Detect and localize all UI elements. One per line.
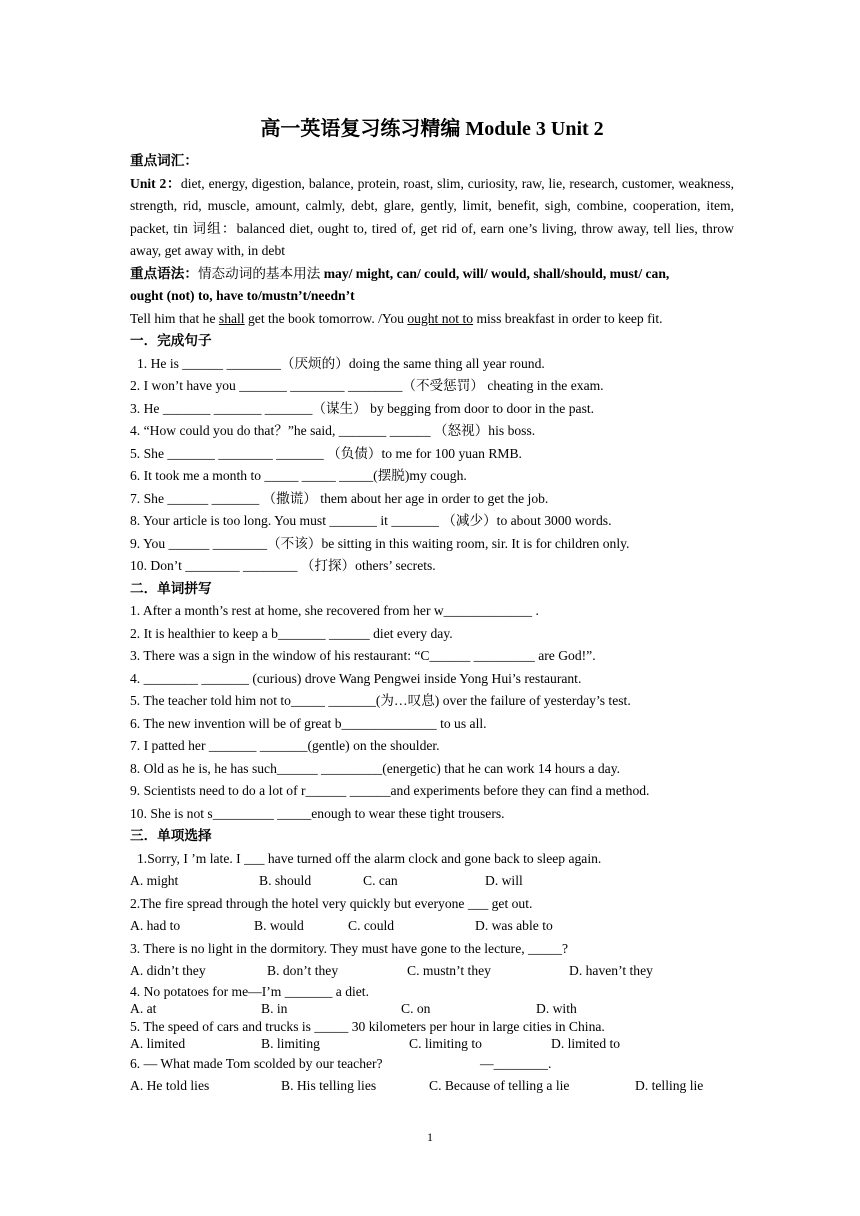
option: A. might	[130, 873, 179, 888]
list-item: 2. It is healthier to keep a b_______ ______ diet every day.	[130, 625, 453, 641]
list-item: 10. She is not s_________ _____enough to wear these tight trousers.	[130, 805, 505, 821]
example-text: Tell him that he	[130, 310, 219, 326]
grammar-example	[130, 308, 734, 331]
example-text: get the book tomorrow. /You	[244, 310, 408, 326]
vocab-text: diet, energy, digestion, balance, protein, roast, slim, curiosity, raw, lie, research, customer, weakness, strength, rid, muscle, amount, calmly, debt, glare, gently, limit, benefit, sigh, combine, cooperation, item, packet, tin 词组：balanced diet, ought to, tired of, get rid of, earn one’s living, throw away, tell lies, throw away, get away with, in debt	[130, 175, 734, 258]
grammar-line-1	[130, 263, 734, 286]
option: D. will	[485, 873, 523, 888]
vocab-heading: 重点词汇：	[130, 153, 198, 168]
options-row	[130, 1075, 734, 1098]
question-text: 5. The speed of cars and trucks is _____ 30 kilometers per hour in large cities in China.	[130, 1018, 605, 1034]
answer-blank: —________.	[480, 1055, 552, 1071]
option: B. in	[261, 1001, 288, 1016]
option: A. He told lies	[130, 1078, 210, 1093]
grammar-intro: 情态动词的基本用法	[197, 265, 324, 281]
options-row	[130, 870, 734, 893]
option: A. had to	[130, 918, 181, 933]
option: A. at	[130, 1001, 157, 1016]
list-item: 10. Don’t ________ ________ （打探）others’ secrets.	[130, 558, 436, 573]
question-text: 4. No potatoes for me—I’m _______ a diet.	[130, 983, 369, 999]
section2-heading: 二．单词拼写	[130, 580, 212, 596]
option: D. was able to	[475, 918, 553, 933]
list-item: 7. She ______ _______ （撒谎） them about her age in order to get the job.	[130, 490, 549, 506]
option: D. telling lie	[635, 1078, 704, 1093]
option: D. limited to	[551, 1036, 621, 1051]
grammar-modals-2: ought (not) to, have to/mustn’t/needn’t	[130, 288, 355, 303]
list-item: 2. I won’t have you _______ ________ ________（不受惩罚） cheating in the exam.	[130, 378, 604, 393]
option: B. His telling lies	[281, 1078, 377, 1093]
list-item: 5. The teacher told him not to_____ _______(为…叹息) over the failure of yesterday’s test.	[130, 693, 631, 708]
question	[130, 1053, 734, 1076]
option: B. would	[254, 918, 304, 933]
question	[130, 1018, 734, 1036]
grammar-modals-1: may/ might, can/ could, will/ would, shall/should, must/ can,	[323, 265, 670, 281]
page-number: 1	[427, 1130, 433, 1144]
page-title: 高一英语复习练习精编 Module 3 Unit 2	[260, 118, 604, 140]
option: A. limited	[130, 1036, 186, 1051]
option: C. on	[401, 1001, 431, 1016]
vocab-paragraph	[130, 173, 734, 263]
option: C. could	[348, 918, 395, 933]
list-item: 1. He is ______ ________（厌烦的）doing the same thing all year round.	[137, 355, 545, 371]
example-underlined: shall	[218, 310, 245, 326]
list-item: 4. ________ _______ (curious) drove Wang Pengwei inside Yong Hui’s restaurant.	[130, 670, 582, 686]
section1-heading: 一．完成句子	[130, 333, 212, 348]
list-item: 6. The new invention will be of great b______________ to us all.	[130, 715, 487, 731]
question: 2.The fire spread through the hotel very quickly but everyone ___ get out.	[130, 895, 533, 911]
example-underlined: ought not to	[407, 310, 474, 326]
options-row	[130, 960, 734, 983]
question: 1.Sorry, I ’m late. I ___ have turned off the alarm clock and gone back to sleep again.	[137, 850, 602, 866]
options-row	[130, 1035, 734, 1053]
list-item: 5. She _______ ________ _______ （负债）to me for 100 yuan RMB.	[130, 445, 522, 461]
option: C. mustn’t they	[407, 963, 491, 978]
list-item: 3. There was a sign in the window of his restaurant: “C______ _________ are God!”.	[130, 648, 596, 663]
vocab-label: Unit 2：	[130, 175, 181, 191]
question	[130, 983, 734, 1001]
option: C. limiting to	[409, 1036, 482, 1051]
question-text: 6. — What made Tom scolded by our teacher?	[130, 1055, 383, 1071]
option: D. haven’t they	[569, 963, 653, 978]
option: C. Because of telling a lie	[429, 1078, 570, 1093]
grammar-label: 重点语法：	[130, 265, 198, 281]
option: B. limiting	[261, 1036, 320, 1051]
option: B. should	[259, 873, 312, 888]
document-page	[130, 112, 734, 1098]
section3-heading: 三．单项选择	[130, 828, 212, 843]
options-row	[130, 1000, 734, 1018]
list-item: 8. Your article is too long. You must _______ it _______ （减少）to about 3000 words.	[130, 513, 612, 528]
question: 3. There is no light in the dormitory. They must have gone to the lecture, _____?	[130, 940, 569, 956]
list-item: 4. “How could you do that？”he said, _______ ______ （怒视）his boss.	[130, 423, 536, 438]
list-item: 6. It took me a month to _____ _____ _____(摆脱)my cough.	[130, 468, 467, 483]
option: A. didn’t they	[130, 963, 206, 978]
list-item: 9. You ______ ________（不该）be sitting in this waiting room, sir. It is for children only.	[130, 535, 630, 551]
option: D. with	[536, 1001, 577, 1016]
list-item: 3. He _______ _______ _______（谋生） by begging from door to door in the past.	[130, 400, 595, 416]
list-item: 7. I patted her _______ _______(gentle) on the shoulder.	[130, 738, 440, 753]
list-item: 1. After a month’s rest at home, she recovered from her w_____________ .	[130, 603, 539, 618]
list-item: 8. Old as he is, he has such______ _________(energetic) that he can work 14 hours a day.	[130, 760, 621, 776]
example-text: miss breakfast in order to keep fit.	[473, 310, 663, 326]
option: B. don’t they	[267, 963, 339, 978]
options-row	[130, 915, 734, 938]
list-item: 9. Scientists need to do a lot of r______ ______and experiments before they can find a method.	[130, 783, 650, 798]
option: C. can	[363, 873, 398, 888]
